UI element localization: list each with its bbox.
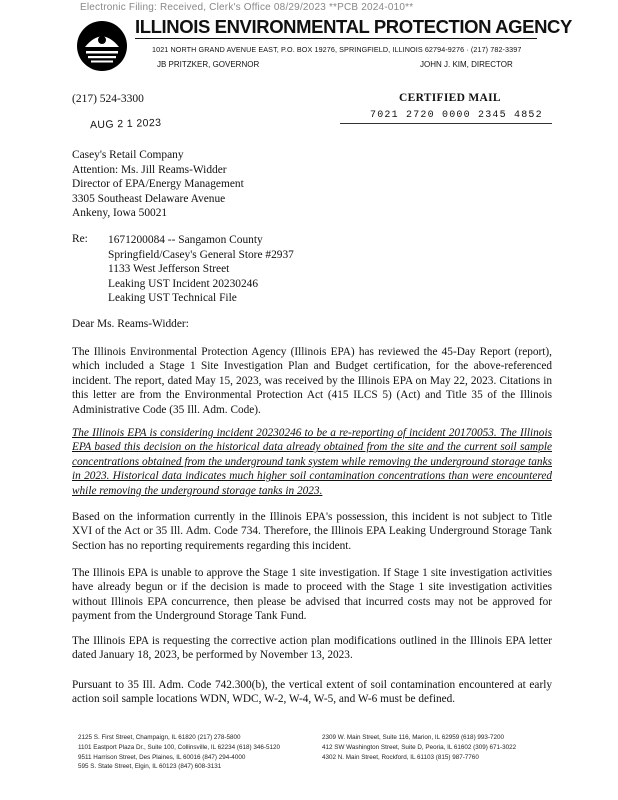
phone-number: (217) 524-3300 xyxy=(72,93,144,105)
paragraph-review: The Illinois Environmental Protection Agency (Illinois EPA) has reviewed the 45-Day Report (report), which included a Stage 1 Site Investigation Plan and Budget certification, for the above-referenced incident. The report, dated May 15, 2023, was received by the Illinois EPA on May 22, 2023. Citations in this letter are from the Environmental Protection Act (415 ILCS 5) (Act) and Title 35 of the Illinois Administrative Code (35 Ill. Adm. Code). xyxy=(72,346,552,416)
governor: JB PRITZKER, GOVERNOR xyxy=(157,60,260,69)
letterhead-rule xyxy=(135,38,537,39)
re-line: 1671200084 -- Sangamon County xyxy=(108,234,263,246)
tracking-number: 7021 2720 0000 2345 4852 xyxy=(370,110,543,121)
paragraph-corrective-action: The Illinois EPA is requesting the corrective action plan modifications outlined in the Illinois EPA letter dated January 18, 2023, be performed by November 13, 2023. xyxy=(72,635,552,662)
re-block xyxy=(108,233,294,306)
addressee-line: Casey's Retail Company xyxy=(72,149,184,161)
addressee-block xyxy=(72,148,244,221)
re-line: Leaking UST Technical File xyxy=(108,292,237,305)
efile-stamp: Electronic Filing: Received, Clerk's Office 08/29/2023 **PCB 2024-010** xyxy=(80,2,414,13)
tracking-rule xyxy=(340,123,552,124)
addressee-line: 3305 Southeast Delaware Avenue xyxy=(72,192,226,205)
addressee-line: Attention: Ms. Jill Reams-Widder xyxy=(72,163,227,176)
re-line: Springfield/Casey's General Store #2937 xyxy=(108,248,294,261)
re-label: Re: xyxy=(72,233,88,245)
re-line: Leaking UST Incident 20230246 xyxy=(108,277,259,290)
certified-mail-label: CERTIFIED MAIL xyxy=(399,92,501,104)
agency-name: ILLINOIS ENVIRONMENTAL PROTECTION AGENCY xyxy=(135,16,572,37)
footer-office: 2125 S. First Street, Champaign, IL 61820 (217) 278-5800 xyxy=(78,734,241,741)
agency-address: 1021 NORTH GRAND AVENUE EAST, P.O. BOX 19276, SPRINGFIELD, ILLINOIS 62794-9276 · (217) 782-3397 xyxy=(152,45,522,54)
footer-office: 412 SW Washington Street, Suite D, Peoria, IL 61602 (309) 671-3022 xyxy=(322,743,517,751)
paragraph-re-reporting: The Illinois EPA is considering incident 20230246 to be a re-reporting of incident 20170053. The Illinois EPA based this decision on the historical data already obtained from the site and the current soil sample concentrations obtained from the underground tank system while removing the underground storage tanks in 2023. Historical data indicates much higher soil contamination concentrations than were encountered while removing the underground storage tanks in 2023. xyxy=(72,427,552,497)
director: JOHN J. KIM, DIRECTOR xyxy=(420,60,513,69)
paragraph-stage1: The Illinois EPA is unable to approve the Stage 1 site investigation. If Stage 1 site investigation activities have already begun or if the decision is made to proceed with the Stage 1 site investigation activities without Illinois EPA concurrence, then please be advised that incurred costs may not be approved for payment from the Underground Storage Tank Fund. xyxy=(72,567,552,623)
footer-office: 9511 Harrison Street, Des Plaines, IL 60016 (847) 294-4000 xyxy=(78,753,246,761)
footer-office: 1101 Eastport Plaza Dr., Suite 100, Collinsville, IL 62234 (618) 346-5120 xyxy=(78,743,280,751)
paragraph-not-subject: Based on the information currently in the Illinois EPA's possession, this incident is not subject to Title XVI of the Act or 35 Ill. Adm. Code 734. Therefore, the Illinois EPA Leaking Underground Storage Tank Section has no reporting requirements regarding this incident. xyxy=(72,511,552,552)
footer-office: 4302 N. Main Street, Rockford, IL 61103 (815) 987-7760 xyxy=(322,753,479,761)
illinois-epa-logo xyxy=(76,20,128,72)
footer-office: 595 S. State Street, Elgin, IL 60123 (847) 608-3131 xyxy=(78,763,222,771)
addressee-line: Director of EPA/Energy Management xyxy=(72,178,244,191)
salutation: Dear Ms. Reams-Widder: xyxy=(72,318,189,330)
footer-offices-left xyxy=(78,733,280,772)
addressee-line: Ankeny, Iowa 50021 xyxy=(72,207,168,220)
paragraph-vertical-extent: Pursuant to 35 Ill. Adm. Code 742.300(b), the vertical extent of soil contamination encountered at early action soil sample locations WDN, WDC, W-2, W-4, W-5, and W-6 must be defined. xyxy=(72,679,552,706)
footer-office: 2309 W. Main Street, Suite 116, Marion, IL 62959 (618) 993-7200 xyxy=(322,734,505,741)
date-stamp: AUG 2 1 2023 xyxy=(89,116,162,132)
re-line: 1133 West Jefferson Street xyxy=(108,263,230,276)
footer-offices-right xyxy=(322,733,516,762)
